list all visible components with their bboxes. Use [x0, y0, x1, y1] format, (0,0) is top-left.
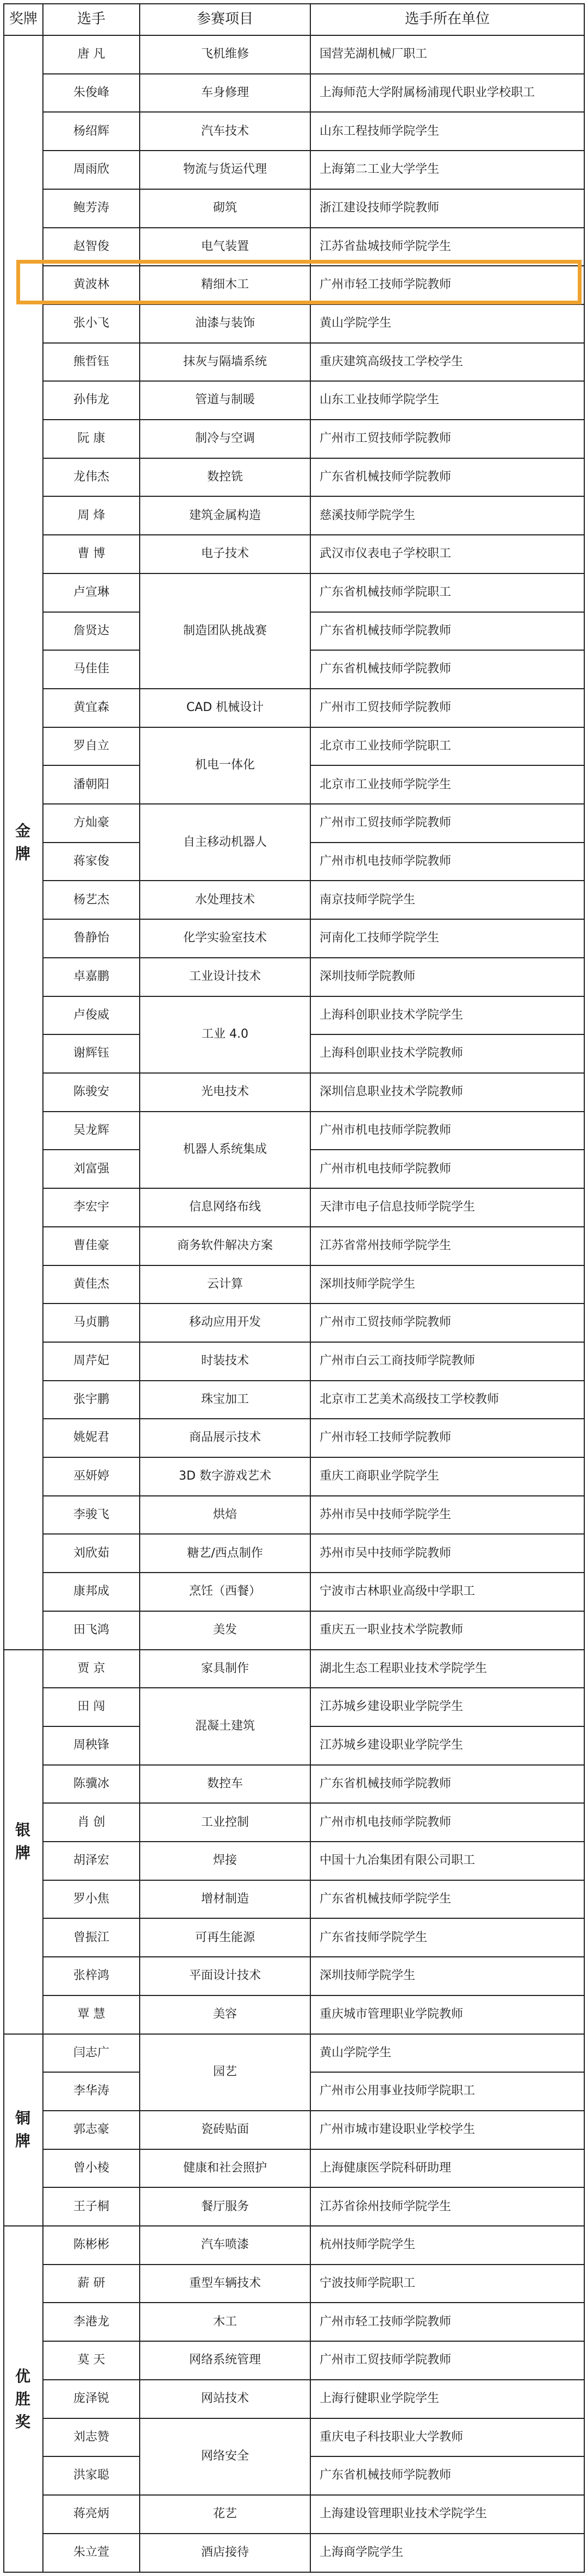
table-row — [4, 1188, 584, 1227]
player-cell: 曹佳豪 — [43, 1227, 140, 1265]
project-cell: 焊接 — [140, 1842, 310, 1880]
unit-cell: 上海科创职业技术学院学生 — [310, 996, 584, 1035]
project-cell: 园艺 — [140, 2034, 310, 2111]
player-cell: 姚妮君 — [43, 1419, 140, 1457]
unit-cell: 广州市机电技师学院教师 — [310, 1150, 584, 1188]
unit-cell: 重庆工商职业学院学生 — [310, 1457, 584, 1496]
player-cell: 熊哲钰 — [43, 343, 140, 382]
award-cell — [4, 35, 43, 1650]
project-cell: 抹灰与隔墙系统 — [140, 343, 310, 382]
table-row — [4, 1419, 584, 1457]
table-row — [4, 1265, 584, 1304]
player-cell: 闫志广 — [43, 2034, 140, 2073]
table-row — [4, 2303, 584, 2341]
project-cell: 汽车喷漆 — [140, 2226, 310, 2265]
table-row — [4, 1381, 584, 1419]
unit-cell: 山东工程技师学院学生 — [310, 112, 584, 151]
project-cell: 花艺 — [140, 2495, 310, 2534]
header-project: 参赛项目 — [140, 4, 310, 35]
player-cell: 黄波林 — [43, 266, 140, 304]
award-label: 优胜奖 — [15, 2367, 32, 2431]
player-cell: 张小飞 — [43, 304, 140, 343]
unit-cell: 江苏城乡建设职业学院学生 — [310, 1726, 584, 1765]
unit-cell: 广东省机械技师学院教师 — [310, 458, 584, 497]
project-cell: 制造团队挑战赛 — [140, 573, 310, 689]
player-cell: 詹贤达 — [43, 612, 140, 651]
unit-cell: 浙江建设技师学院教师 — [310, 189, 584, 228]
player-cell: 杨艺杰 — [43, 881, 140, 919]
unit-cell: 广州市机电技师学院教师 — [310, 1112, 584, 1150]
table-row — [4, 1650, 584, 1688]
unit-cell: 宁波市古林职业高级中学职工 — [310, 1573, 584, 1611]
unit-cell: 上海科创职业技术学院教师 — [310, 1034, 584, 1073]
player-cell: 罗自立 — [43, 727, 140, 766]
project-cell: 车身修理 — [140, 74, 310, 113]
player-cell: 方灿豪 — [43, 804, 140, 843]
unit-cell: 宁波技师学院职工 — [310, 2265, 584, 2303]
table-row — [4, 112, 584, 151]
project-cell: 可再生能源 — [140, 1918, 310, 1957]
unit-cell: 重庆电子科技职业大学教师 — [310, 2418, 584, 2457]
table-row — [4, 1995, 584, 2034]
unit-cell: 广州市公用事业技师学院职工 — [310, 2072, 584, 2111]
project-cell: 云计算 — [140, 1265, 310, 1304]
player-cell: 李骏飞 — [43, 1496, 140, 1535]
project-cell: 网站技术 — [140, 2380, 310, 2418]
table-row — [4, 304, 584, 343]
table-row — [4, 573, 584, 612]
project-cell: 自主移动机器人 — [140, 804, 310, 881]
table-row — [4, 1303, 584, 1342]
player-cell: 肖 创 — [43, 1803, 140, 1842]
project-cell: 商务软件解决方案 — [140, 1227, 310, 1265]
unit-cell: 广州市城市建设职业学校学生 — [310, 2111, 584, 2149]
project-cell: 化学实验室技术 — [140, 919, 310, 958]
player-cell: 卢宣琳 — [43, 573, 140, 612]
project-cell: 精细木工 — [140, 266, 310, 304]
project-cell: 珠宝加工 — [140, 1381, 310, 1419]
player-cell: 莫 天 — [43, 2341, 140, 2380]
project-cell: 商品展示技术 — [140, 1419, 310, 1457]
unit-cell: 广州市轻工技师学院教师 — [310, 1419, 584, 1457]
project-cell: 油漆与装饰 — [140, 304, 310, 343]
player-cell: 李华涛 — [43, 2072, 140, 2111]
table-row — [4, 689, 584, 727]
unit-cell: 慈溪技师学院学生 — [310, 496, 584, 535]
player-cell: 赵智俊 — [43, 228, 140, 266]
player-cell: 马贞鹏 — [43, 1303, 140, 1342]
player-cell: 曾小棱 — [43, 2149, 140, 2188]
project-cell: 网络安全 — [140, 2418, 310, 2495]
player-cell: 龙伟杰 — [43, 458, 140, 497]
table-row — [4, 1457, 584, 1496]
award-label: 银牌 — [15, 1821, 32, 1862]
table-row — [4, 535, 584, 573]
player-cell: 阮 康 — [43, 420, 140, 458]
player-cell: 巫妍婷 — [43, 1457, 140, 1496]
table-row — [4, 151, 584, 189]
project-cell: 健康和社会照护 — [140, 2149, 310, 2188]
unit-cell: 重庆建筑高级技工学校学生 — [310, 343, 584, 382]
project-cell: 数控车 — [140, 1765, 310, 1804]
unit-cell: 杭州技师学院学生 — [310, 2226, 584, 2265]
unit-cell: 北京市工业技师学院学生 — [310, 765, 584, 804]
project-cell: 增材制造 — [140, 1880, 310, 1919]
unit-cell: 广东省机械技师学院学生 — [310, 1880, 584, 1919]
table-row — [4, 2265, 584, 2303]
table-row — [4, 420, 584, 458]
player-cell: 马佳佳 — [43, 650, 140, 689]
award-table — [3, 3, 585, 2573]
unit-cell: 中国十九冶集团有限公司职工 — [310, 1842, 584, 1880]
table-row — [4, 1112, 584, 1150]
project-cell: 工业设计技术 — [140, 958, 310, 996]
header-unit: 选手所在单位 — [310, 4, 584, 35]
unit-cell: 广东省机械技师学院教师 — [310, 612, 584, 651]
player-cell: 覃 慧 — [43, 1995, 140, 2034]
table-row — [4, 1227, 584, 1265]
player-cell: 贾 京 — [43, 1650, 140, 1688]
project-cell: 瓷砖贴面 — [140, 2111, 310, 2149]
player-cell: 王子桐 — [43, 2187, 140, 2226]
project-cell: 烹饪（西餐） — [140, 1573, 310, 1611]
table-row — [4, 1842, 584, 1880]
award-cell — [4, 2226, 43, 2572]
project-cell: 混凝土建筑 — [140, 1688, 310, 1764]
project-cell: 物流与货运代理 — [140, 151, 310, 189]
player-cell: 周芹妃 — [43, 1342, 140, 1381]
player-cell: 刘志赞 — [43, 2418, 140, 2457]
player-cell: 朱立萱 — [43, 2534, 140, 2572]
unit-cell: 江苏省常州技师学院学生 — [310, 1227, 584, 1265]
table-row — [4, 496, 584, 535]
unit-cell: 重庆城市管理职业学院教师 — [310, 1995, 584, 2034]
project-cell: 3D 数字游戏艺术 — [140, 1457, 310, 1496]
table-row — [4, 1957, 584, 1995]
unit-cell: 南京技师学院学生 — [310, 881, 584, 919]
table-row — [4, 2187, 584, 2226]
project-cell: 飞机维修 — [140, 35, 310, 74]
unit-cell: 上海师范大学附属杨浦现代职业学校职工 — [310, 74, 584, 113]
table-row — [4, 958, 584, 996]
table-row — [4, 35, 584, 74]
project-cell: 水处理技术 — [140, 881, 310, 919]
project-cell: 信息网络布线 — [140, 1188, 310, 1227]
player-cell: 周雨欣 — [43, 151, 140, 189]
unit-cell: 武汉市仪表电子学校职工 — [310, 535, 584, 573]
unit-cell: 河南化工技师学院学生 — [310, 919, 584, 958]
player-cell: 陈彬彬 — [43, 2226, 140, 2265]
player-cell: 郭志豪 — [43, 2111, 140, 2149]
project-cell: 美发 — [140, 1611, 310, 1650]
player-cell: 陈骥冰 — [43, 1765, 140, 1804]
player-cell: 陈骏安 — [43, 1073, 140, 1112]
header-row — [4, 4, 584, 35]
table-row — [4, 2341, 584, 2380]
player-cell: 康邦成 — [43, 1573, 140, 1611]
project-cell: 餐厅服务 — [140, 2187, 310, 2226]
table-row — [4, 1073, 584, 1112]
unit-cell: 广州市轻工技师学院教师 — [310, 2303, 584, 2341]
unit-cell: 国营芜湖机械厂职工 — [310, 35, 584, 74]
award-cell — [4, 2034, 43, 2226]
unit-cell: 黄山学院学生 — [310, 304, 584, 343]
player-cell: 曾振江 — [43, 1918, 140, 1957]
project-cell: 电子技术 — [140, 535, 310, 573]
table-row — [4, 2149, 584, 2188]
award-table-body — [4, 35, 584, 2572]
project-cell: 美容 — [140, 1995, 310, 2034]
player-cell: 庞泽锐 — [43, 2380, 140, 2418]
unit-cell: 深圳信息职业技术学院教师 — [310, 1073, 584, 1112]
table-row — [4, 996, 584, 1035]
unit-cell: 上海建设管理职业技术学院学生 — [310, 2495, 584, 2534]
project-cell: 制冷与空调 — [140, 420, 310, 458]
player-cell: 张宇鹏 — [43, 1381, 140, 1419]
project-cell: 家具制作 — [140, 1650, 310, 1688]
player-cell: 杨绍辉 — [43, 112, 140, 151]
project-cell: 砌筑 — [140, 189, 310, 228]
unit-cell: 广州市白云工商技师学院教师 — [310, 1342, 584, 1381]
player-cell: 田飞鸿 — [43, 1611, 140, 1650]
project-cell: 建筑金属构造 — [140, 496, 310, 535]
project-cell: 移动应用开发 — [140, 1303, 310, 1342]
unit-cell: 上海第二工业大学学生 — [310, 151, 584, 189]
table-row — [4, 727, 584, 766]
player-cell: 黄佳杰 — [43, 1265, 140, 1304]
unit-cell: 天津市电子信息技师学院学生 — [310, 1188, 584, 1227]
table-row — [4, 2034, 584, 2073]
unit-cell: 广东省机械技师学院职工 — [310, 573, 584, 612]
player-cell: 周 烽 — [43, 496, 140, 535]
unit-cell: 广州市机电技师学院教师 — [310, 843, 584, 881]
project-cell: CAD 机械设计 — [140, 689, 310, 727]
project-cell: 工业 4.0 — [140, 996, 310, 1073]
table-row — [4, 1342, 584, 1381]
unit-cell: 广州市工贸技师学院教师 — [310, 420, 584, 458]
table-row — [4, 458, 584, 497]
unit-cell: 江苏省盐城技师学院学生 — [310, 228, 584, 266]
unit-cell: 广州市机电技师学院教师 — [310, 1803, 584, 1842]
project-cell: 烘焙 — [140, 1496, 310, 1535]
unit-cell: 山东工业技师学院学生 — [310, 381, 584, 420]
unit-cell: 江苏城乡建设职业学院学生 — [310, 1688, 584, 1726]
table-row — [4, 2534, 584, 2572]
table-row — [4, 1880, 584, 1919]
unit-cell: 深圳技师学院学生 — [310, 1265, 584, 1304]
player-cell: 蒋家俊 — [43, 843, 140, 881]
player-cell: 曹 博 — [43, 535, 140, 573]
player-cell: 蒋亮炳 — [43, 2495, 140, 2534]
unit-cell: 广州市工贸技师学院教师 — [310, 689, 584, 727]
player-cell: 卢俊威 — [43, 996, 140, 1035]
table-row — [4, 1573, 584, 1611]
table-row — [4, 74, 584, 113]
table-row — [4, 1688, 584, 1726]
player-cell: 洪家聪 — [43, 2456, 140, 2495]
player-cell: 刘富强 — [43, 1150, 140, 1188]
project-cell: 工业控制 — [140, 1803, 310, 1842]
award-table-container — [3, 3, 584, 2573]
table-row — [4, 2418, 584, 2457]
player-cell: 周秧锋 — [43, 1726, 140, 1765]
unit-cell: 广州市工贸技师学院教师 — [310, 1303, 584, 1342]
project-cell: 电气装置 — [140, 228, 310, 266]
table-row — [4, 1496, 584, 1535]
table-row — [4, 1765, 584, 1804]
table-row — [4, 228, 584, 266]
player-cell: 胡泽宏 — [43, 1842, 140, 1880]
table-row — [4, 919, 584, 958]
player-cell: 田 闯 — [43, 1688, 140, 1726]
project-cell: 木工 — [140, 2303, 310, 2341]
table-row — [4, 343, 584, 382]
project-cell: 机电一体化 — [140, 727, 310, 804]
table-row — [4, 1534, 584, 1573]
table-row — [4, 1918, 584, 1957]
unit-cell: 北京市工业技师学院职工 — [310, 727, 584, 766]
unit-cell: 上海行健职业学院学生 — [310, 2380, 584, 2418]
project-cell: 汽车技术 — [140, 112, 310, 151]
unit-cell: 上海商学院学生 — [310, 2534, 584, 2572]
player-cell: 卓嘉鹏 — [43, 958, 140, 996]
unit-cell: 广州市工贸技师学院教师 — [310, 2341, 584, 2380]
player-cell: 孙伟龙 — [43, 381, 140, 420]
player-cell: 鲁静怡 — [43, 919, 140, 958]
table-row — [4, 2226, 584, 2265]
table-row — [4, 2111, 584, 2149]
project-cell: 酒店接待 — [140, 2534, 310, 2572]
unit-cell: 苏州市吴中技师学院学生 — [310, 1496, 584, 1535]
unit-cell: 黄山学院学生 — [310, 2034, 584, 2073]
player-cell: 鲍芳涛 — [43, 189, 140, 228]
unit-cell: 上海健康医学院科研助理 — [310, 2149, 584, 2188]
player-cell: 李宏宇 — [43, 1188, 140, 1227]
project-cell: 时装技术 — [140, 1342, 310, 1381]
project-cell: 糖艺/西点制作 — [140, 1534, 310, 1573]
table-row — [4, 2495, 584, 2534]
project-cell: 光电技术 — [140, 1073, 310, 1112]
player-cell: 薪 研 — [43, 2265, 140, 2303]
player-cell: 朱俊峰 — [43, 74, 140, 113]
header-award: 奖牌 — [4, 4, 43, 35]
unit-cell: 广州市工贸技师学院教师 — [310, 804, 584, 843]
unit-cell: 广东省机械技师学院教师 — [310, 650, 584, 689]
unit-cell: 广州市轻工技师学院教师 — [310, 266, 584, 304]
table-row — [4, 2380, 584, 2418]
player-cell: 罗小焦 — [43, 1880, 140, 1919]
table-row — [4, 804, 584, 843]
player-cell: 唐 凡 — [43, 35, 140, 74]
player-cell: 刘欣茹 — [43, 1534, 140, 1573]
header-player: 选手 — [43, 4, 140, 35]
player-cell: 黄宜森 — [43, 689, 140, 727]
unit-cell: 广东省技师学院学生 — [310, 1918, 584, 1957]
unit-cell: 江苏省徐州技师学院学生 — [310, 2187, 584, 2226]
unit-cell: 北京市工艺美术高级技工学校教师 — [310, 1381, 584, 1419]
unit-cell: 湖北生态工程职业技术学院学生 — [310, 1650, 584, 1688]
project-cell: 重型车辆技术 — [140, 2265, 310, 2303]
award-cell — [4, 1650, 43, 2034]
project-cell: 数控铣 — [140, 458, 310, 497]
award-label: 金牌 — [15, 821, 32, 863]
table-row — [4, 881, 584, 919]
project-cell: 管道与制暖 — [140, 381, 310, 420]
table-row — [4, 381, 584, 420]
player-cell: 谢辉钰 — [43, 1034, 140, 1073]
player-cell: 李港龙 — [43, 2303, 140, 2341]
award-label: 铜牌 — [15, 2109, 32, 2150]
unit-cell: 深圳技师学院学生 — [310, 1957, 584, 1995]
player-cell: 吴龙辉 — [43, 1112, 140, 1150]
player-cell: 潘朝阳 — [43, 765, 140, 804]
unit-cell: 广东省机械技师学院教师 — [310, 2456, 584, 2495]
table-row — [4, 266, 584, 304]
project-cell: 网络系统管理 — [140, 2341, 310, 2380]
unit-cell: 深圳技师学院教师 — [310, 958, 584, 996]
table-row — [4, 189, 584, 228]
project-cell: 机器人系统集成 — [140, 1112, 310, 1188]
unit-cell: 广东省机械技师学院教师 — [310, 1765, 584, 1804]
unit-cell: 重庆五一职业技术学院教师 — [310, 1611, 584, 1650]
table-row — [4, 1611, 584, 1650]
player-cell: 张梓鸿 — [43, 1957, 140, 1995]
unit-cell: 苏州市吴中技师学院教师 — [310, 1534, 584, 1573]
table-row — [4, 1803, 584, 1842]
project-cell: 平面设计技术 — [140, 1957, 310, 1995]
